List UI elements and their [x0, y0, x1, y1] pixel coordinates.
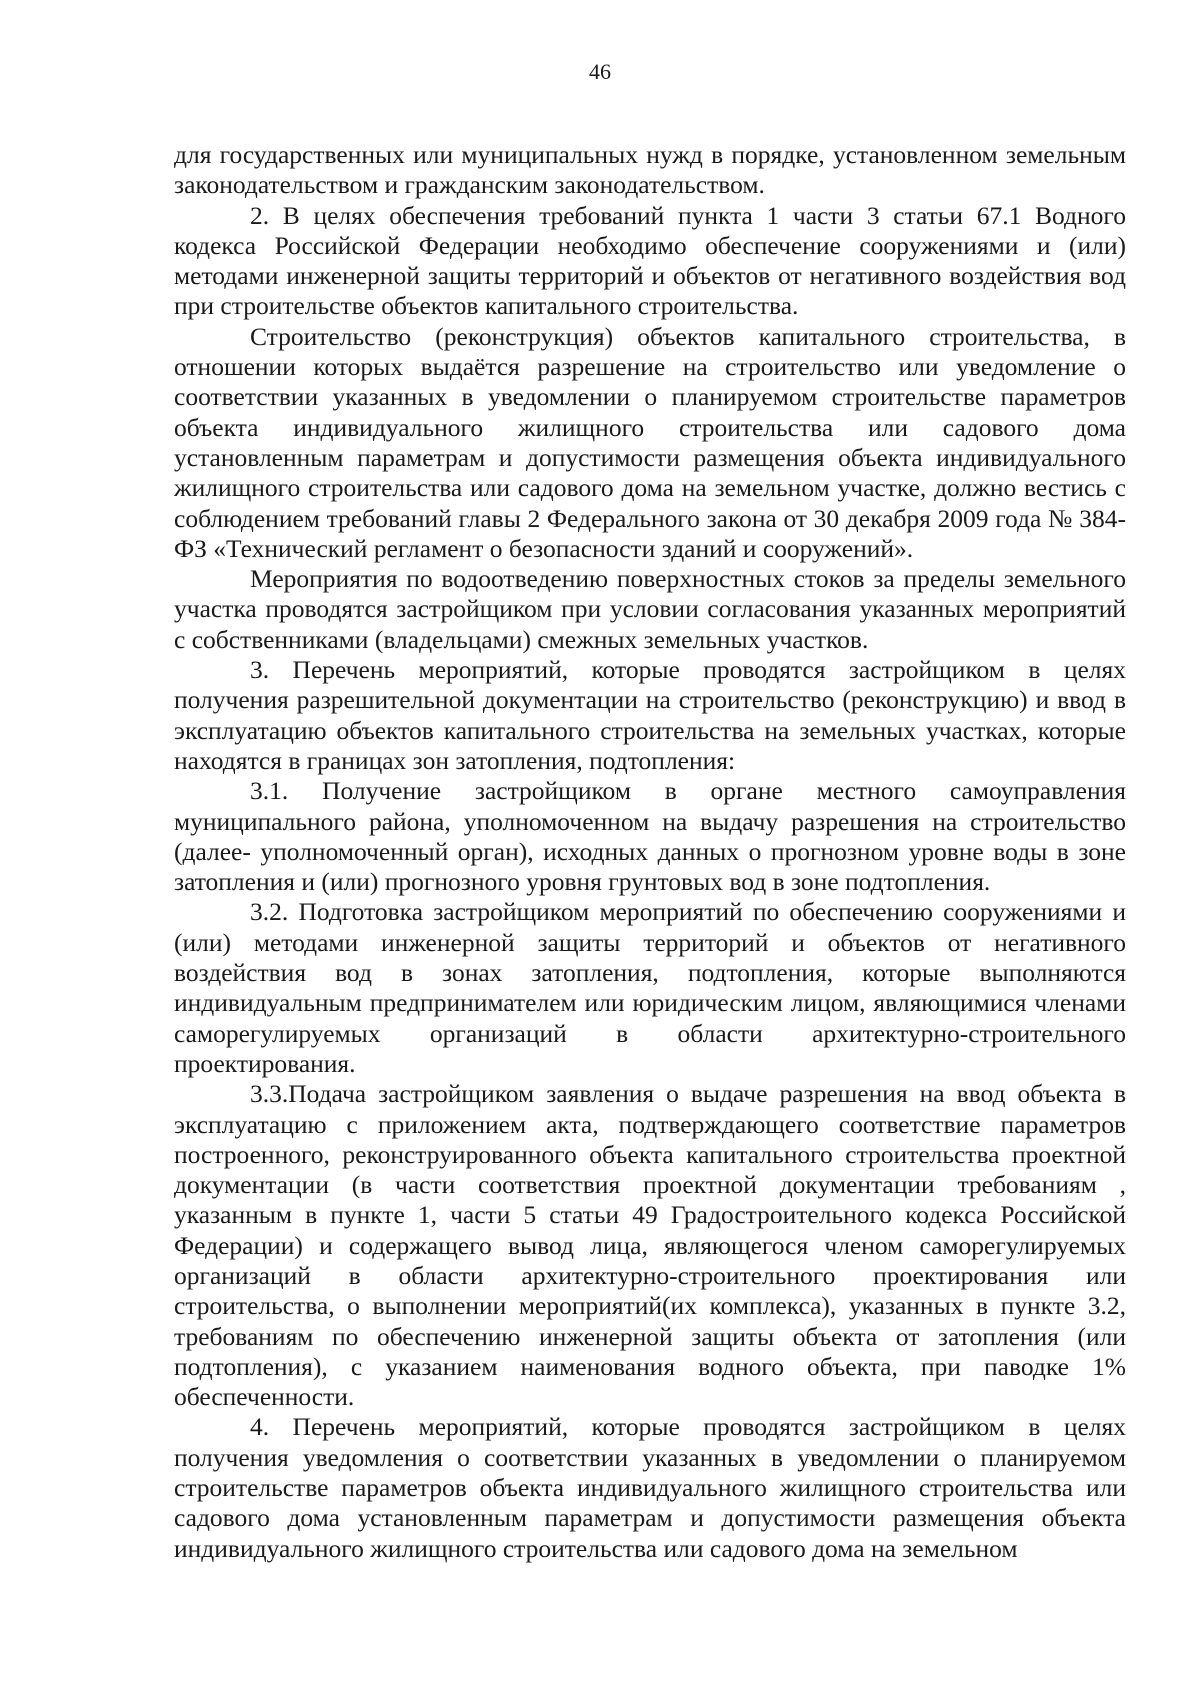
paragraph-item-3-3: 3.3.Подача застройщиком заявления о выдаче разрешения на ввод объекта в эксплуатацию с приложением акта, подтверждающего соответствие параметров построенного, реконструированного объекта капитального строительства проектной документации (в части соответствия проектной документации требованиям , указанным в пункте 1, части 5 статьи 49 Градостроительного кодекса Российской Федерации) и содержащего вывод лица, являющегося членом саморегулируемых организаций в области архитектурно-строительного проектирования или строительства, о выполнении мероприятий(их комплекса), указанных в пункте 3.2, требованиям по обеспечению инженерной защиты объекта от затопления (или подтопления), с указанием наименования водного объекта, при паводке 1% обеспеченности.	[174, 1079, 1126, 1412]
document-body	[174, 140, 1126, 1564]
paragraph-item-3-1: 3.1. Получение застройщиком в органе местного самоуправления муниципального района, уполномоченном на выдачу разрешения на строительство (далее- уполномоченный орган), исходных данных о прогнозном уровне воды в зоне затопления и (или) прогнозного уровня грунтовых вод в зоне подтопления.	[174, 776, 1126, 897]
paragraph-item-3-2: 3.2. Подготовка застройщиком мероприятий по обеспечению сооружениями и (или) методами инженерной защиты территорий и объектов от негативного воздействия вод в зонах затопления, подтопления, которые выполняются индивидуальным предпринимателем или юридическим лицом, являющимися членами саморегулируемых организаций в области архитектурно-строительного проектирования.	[174, 897, 1126, 1078]
paragraph-continuation: для государственных или муниципальных нужд в порядке, установленном земельным законодательством и гражданским законодательством.	[174, 140, 1126, 200]
paragraph-construction: Строительство (реконструкция) объектов капитального строительства, в отношении которых выдаётся разрешение на строительство или уведомление о соответствии указанных в уведомлении о планируемом строительстве параметров объекта индивидуального жилищного строительства или садового дома установленным параметрам и допустимости размещения объекта индивидуального жилищного строительства или садового дома на земельном участке, должно вестись с соблюдением требований главы 2 Федерального закона от 30 декабря 2009 года № 384-ФЗ «Технический регламент о безопасности зданий и сооружений».	[174, 321, 1126, 563]
paragraph-item-2: 2. В целях обеспечения требований пункта 1 части 3 статьи 67.1 Водного кодекса Российской Федерации необходимо обеспечение сооружениями и (или) методами инженерной защиты территорий и объектов от негативного воздействия вод при строительстве объектов капитального строительства.	[174, 200, 1126, 321]
paragraph-drainage: Мероприятия по водоотведению поверхностных стоков за пределы земельного участка проводятся застройщиком при условии согласования указанных мероприятий с собственниками (владельцами) смежных земельных участков.	[174, 564, 1126, 654]
paragraph-item-4: 4. Перечень мероприятий, которые проводятся застройщиком в целях получения уведомления о соответствии указанных в уведомлении о планируемом строительстве параметров объекта индивидуального жилищного строительства или садового дома установленным параметрам и допустимости размещения объекта индивидуального жилищного строительства или садового дома на земельном	[174, 1412, 1126, 1563]
paragraph-item-3: 3. Перечень мероприятий, которые проводятся застройщиком в целях получения разрешительной документации на строительство (реконструкцию) и ввод в эксплуатацию объектов капитального строительства на земельных участках, которые находятся в границах зон затопления, подтопления:	[174, 655, 1126, 775]
page-number: 46	[589, 59, 611, 84]
